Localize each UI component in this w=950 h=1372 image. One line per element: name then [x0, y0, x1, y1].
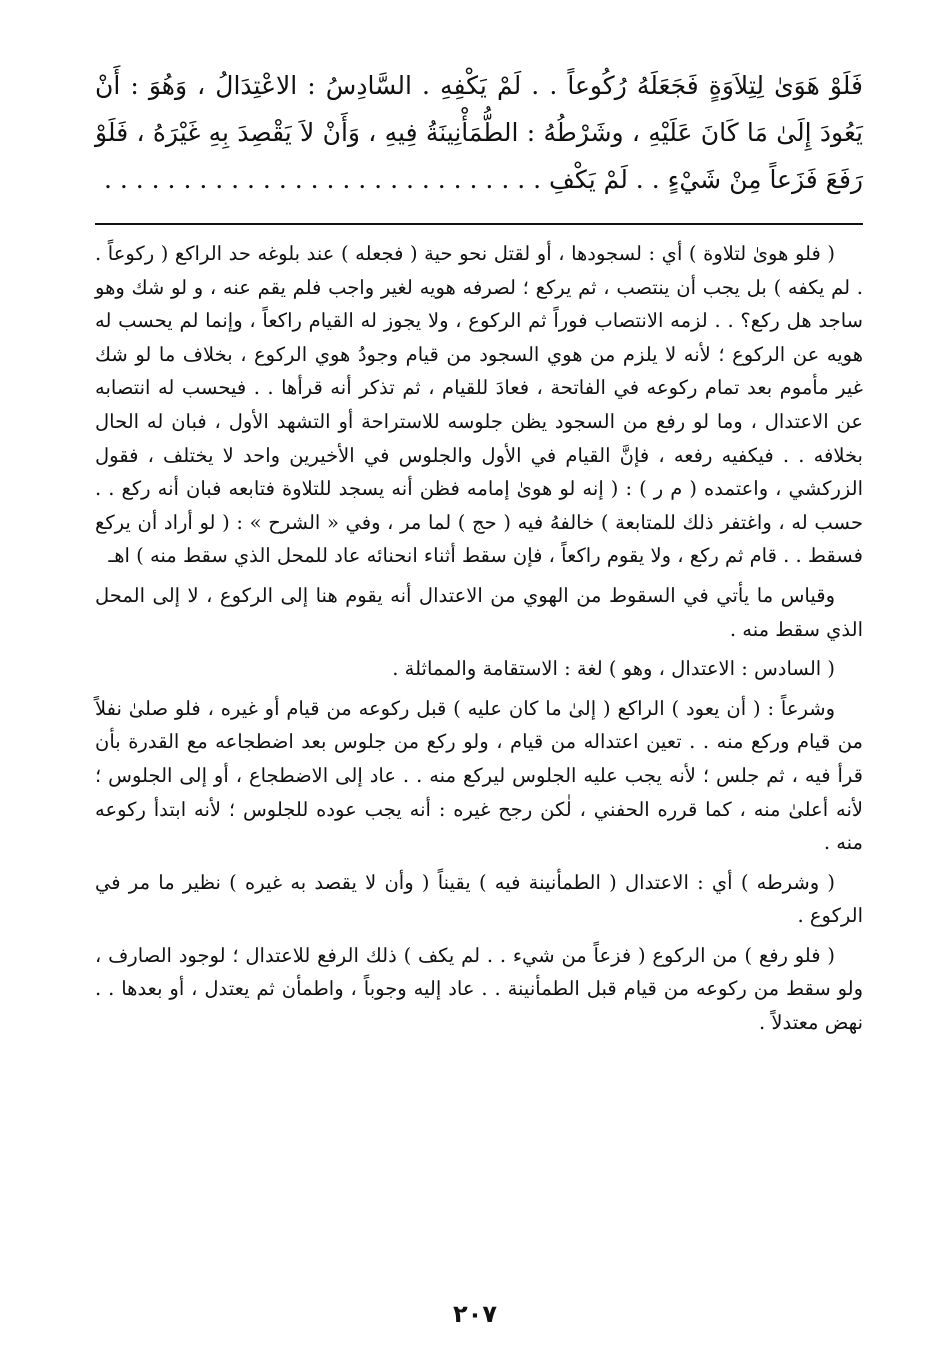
commentary-paragraph: ( فلو هوىٰ لتلاوة ) أي : لسجودها ، أو لقتل نحو حية ( فجعله ) عند بلوغه حد الراكع ( ركوعاً . . لم يكفه ) بل يجب أن ينتصب ، ثم يركع ؛ لصرفه هويه لغير واجب فلم يقم عنه ، و لو شك وهو ساجد هل ركع؟ . . لزمه الانتصاب فوراً ثم الركوع ، ولا يجوز له القيام راكعاً ، وإنما لم يحسب له هويه عن الركوع ؛ لأنه لا يلزم من هوي السجود من قيام وجودُ هوي الركوع ، بخلاف ما لو شك غير مأموم بعد تمام ركوعه في الفاتحة ، فعادَ للقيام ، ثم تذكر أنه قرأها . . فيحسب له انتصابه عن الاعتدال ، وما لو رفع من السجود يظن جلوسه للاستراحة أو التشهد الأول ، فبان له الحال بخلافه . . فيكفيه رفعه ، فإنَّ القيام في الأول والجلوس في الأخيرين واحد لا يختلف ، فقول الزركشي ، واعتمده ( م ر ) : ( إنه لو هوىٰ إمامه فظن أنه يسجد للتلاوة فتابعه فبان أنه ركع . . حسب له ، واغتفر ذلك للمتابعة ) خالفهُ فيه ( حج ) لما مر ، وفي « الشرح » : ( لو أراد أن يركع فسقط . . قام ثم ركع ، ولا يقوم راكعاً ، فإن سقط أثناء انحنائه عاد للمحل الذي سقط منه ) اهـ — [95, 242, 863, 568]
main-text: فَلَوْ هَوَىٰ لِتِلاَوَةٍ فَجَعَلَهُ رُكُوعاً . . لَمْ يَكْفِهِ . السَّادِسُ : الاعْتِدَالُ ، وَهُوَ : أَنْ يَعُودَ إِلَىٰ مَا كَانَ عَلَيْهِ ، وشَرْطُهُ : الطُّمَأْنِينَةُ فِيهِ ، وَأَنْ لاَ يَقْصِدَ بِهِ غَيْرَهُ ، فَلَوْ رَفَعَ فَزَعاً مِنْ شَيْءٍ . . لَمْ يَكْفِ . . . . . . . . . . . . . . . . . . . . . . . . . . . . — [95, 71, 863, 194]
commentary-paragraph: وشرعاً : ( أن يعود ) الراكع ( إلىٰ ما كان عليه ) قبل ركوعه من قيام أو غيره ، فلو صلىٰ نفلاً من قيام وركع منه . . تعين اعتداله من قيام ، ولو ركع من جلوس بعد اضطجاعه مع القدرة بأن قرأ فيه ، ثم جلس ؛ لأنه يجب عليه الجلوس ليركع منه . . عاد إلى الاضطجاع ، أو إلى الجلوس ؛ لأنه أعلىٰ منه ، كما قرره الحفني ، لٰكن رجح غيره : أنه يجب عوده للجلوس ؛ لأنه ابتدأ ركوعه منه . — [95, 696, 863, 855]
commentary — [95, 237, 863, 1040]
page-number: ٢٠٧ — [453, 1300, 497, 1328]
commentary-paragraph: ( السادس : الاعتدال ، وهو ) لغة : الاستقامة والمماثلة . — [392, 657, 835, 681]
commentary-paragraph: ( فلو رفع ) من الركوع ( فزعاً من شيء . . لم يكف ) ذلك الرفع للاعتدال ؛ لوجود الصارف ، ولو سقط من ركوعه من قيام قبل الطمأنينة . . عاد إليه وجوباً ، واطمأن ثم يعتدل ، أو بعدها . . نهض معتدلاً . — [95, 943, 863, 1035]
section-divider — [95, 223, 863, 225]
commentary-paragraph: وقياس ما يأتي في السقوط من الهوي من الاعتدال أنه يقوم هنا إلى الركوع ، لا إلى المحل الذي سقط منه . — [95, 583, 863, 641]
commentary-paragraph: ( وشرطه ) أي : الاعتدال ( الطمأنينة فيه ) يقيناً ( وأن لا يقصد به غيره ) نظير ما مر في الركوع . — [95, 870, 863, 928]
page-body — [95, 62, 863, 1046]
